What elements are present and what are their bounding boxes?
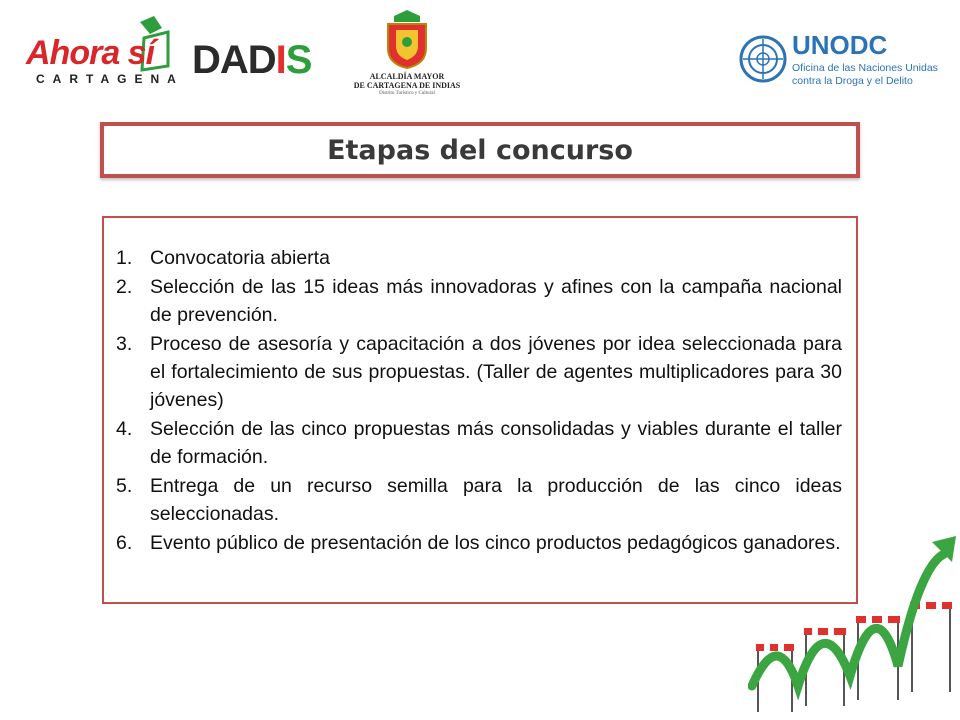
step-text: Selección de las cinco propuestas más consolidadas y viables durante el taller de formación. (150, 418, 842, 468)
list-item (116, 330, 842, 414)
page-title: Etapas del concurso (327, 134, 633, 166)
step-text: Evento público de presentación de los cinco productos pedagógicos ganadores. (150, 532, 841, 554)
step-text: Selección de las 15 ideas más innovadoras y afines con la campaña nacional de prevención. (150, 276, 842, 326)
steps-list (116, 244, 842, 558)
steps-box (102, 216, 858, 604)
ahora-subtitle: CARTAGENA (36, 72, 184, 86)
title-box (100, 122, 860, 178)
step-text: Entrega de un recurso semilla para la producción de las cinco ideas seleccionadas. (150, 475, 842, 525)
dadis-logo (190, 36, 336, 88)
list-item (116, 529, 842, 557)
ahora-title: Ahora sí (26, 34, 155, 72)
alcaldia-cartagena-logo (352, 8, 462, 96)
alcaldia-line2: DE CARTAGENA DE INDIAS (353, 81, 461, 90)
list-item (116, 273, 842, 329)
step-number: 2. (116, 276, 133, 298)
step-number: 4. (116, 418, 133, 440)
unodc-subtitle-1: Oficina de las Naciones Unidas (792, 62, 938, 74)
unodc-subtitle-2: contra la Droga y el Delito (792, 75, 913, 87)
coat-of-arms-icon (352, 8, 462, 70)
growth-arrow-hurdles-icon (748, 536, 960, 720)
step-text: Proceso de asesoría y capacitación a dos jóvenes por idea seleccionada para el fortalecimiento de sus propuestas. (Taller de agentes multiplicadores para 30 jóvenes) (150, 333, 842, 411)
step-number: 3. (116, 333, 133, 355)
step-number: 1. (116, 247, 133, 269)
dadis-wordmark: DADIS (192, 38, 312, 82)
alcaldia-line1: ALCALDÍA MAYOR (369, 72, 445, 81)
unodc-title: UNODC (792, 30, 888, 60)
step-text: Convocatoria abierta (150, 247, 330, 269)
list-item (116, 244, 842, 272)
list-item (116, 472, 842, 528)
alcaldia-line3: Distrito Turístico y Cultural (379, 91, 435, 96)
step-number: 6. (116, 532, 133, 554)
list-item (116, 415, 842, 471)
step-number: 5. (116, 475, 133, 497)
ahora-si-cartagena-logo (22, 14, 184, 92)
un-emblem-icon (738, 34, 788, 84)
unodc-logo (738, 30, 938, 90)
